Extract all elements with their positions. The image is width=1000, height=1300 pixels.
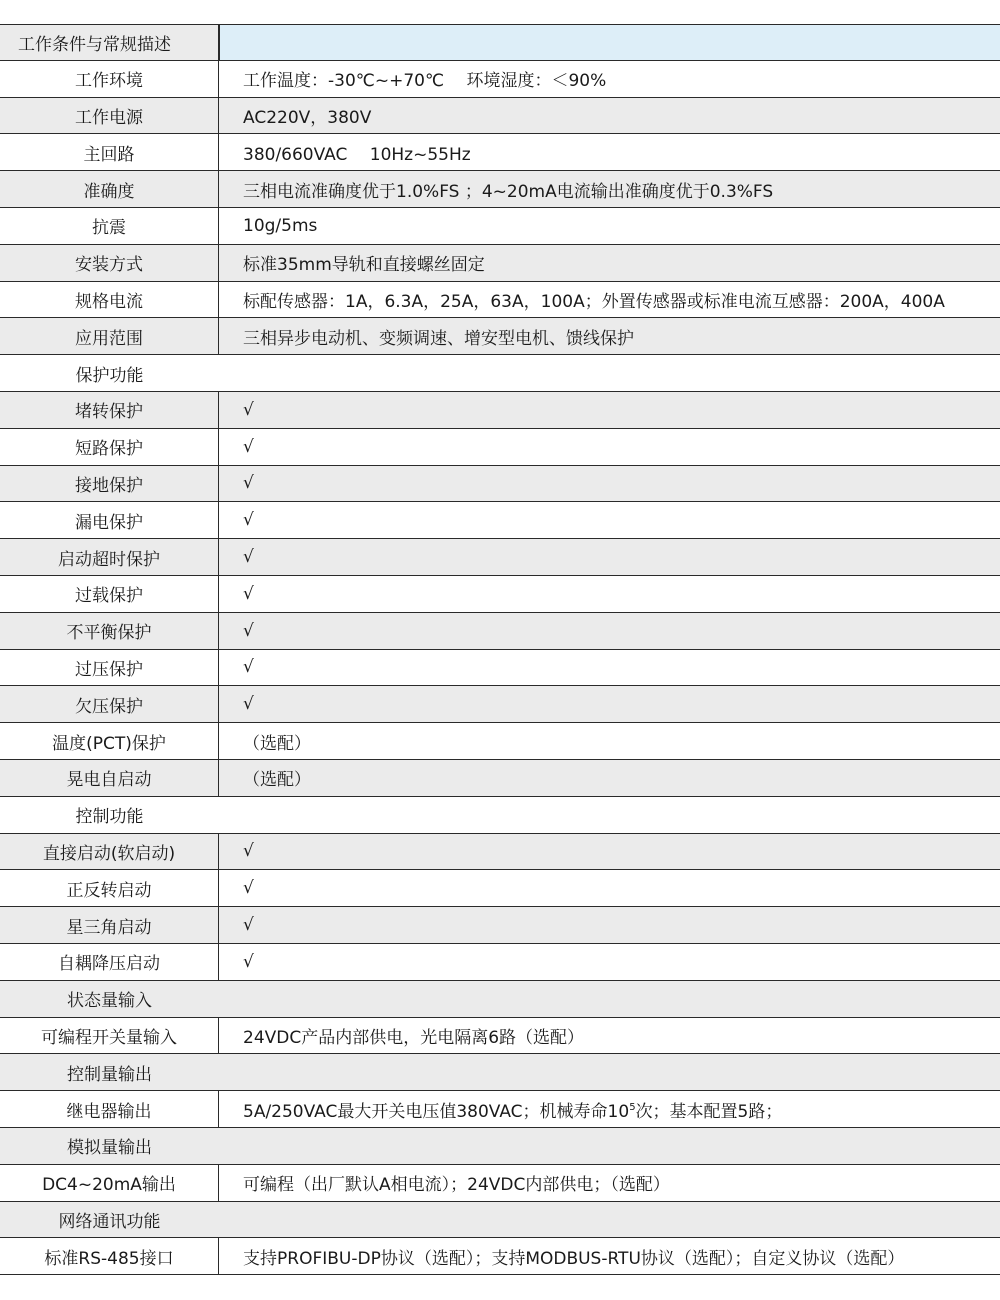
table-row [0,282,1000,319]
table-row [0,98,1000,135]
table-row [0,613,1000,650]
table-row [0,870,1000,907]
row-value: √ [243,620,254,641]
row-label: 主回路 [0,134,219,170]
row-value [219,981,1000,1017]
section-title: 模拟量输出 [67,1138,152,1159]
header-title: 工作条件与常规描述 [0,25,219,60]
row-value [219,355,1000,391]
table-row [0,723,1000,760]
header-value [219,25,1000,60]
row-value: 工作温度：-30℃~+70℃ 环境湿度：＜90% [243,71,607,92]
row-value [219,1091,1000,1127]
section-title: 控制功能 [75,807,144,828]
table-body [0,61,1000,1275]
table-row [0,1018,1000,1055]
table-row [0,208,1000,245]
row-value: √ [243,510,254,531]
row-value: 标准35mm导轨和直接螺丝固定 [243,255,485,276]
row-value: 三相异步电动机、变频调速、增安型电机、馈线保护 [243,328,634,349]
section-title: 网络通讯功能 [58,1211,161,1232]
table-row [0,760,1000,797]
table-row [0,318,1000,355]
row-label: 过载保护 [0,576,219,612]
table-row [0,1238,1000,1275]
table-row [0,907,1000,944]
row-value: √ [243,657,254,678]
row-value: （选配） [243,770,311,791]
row-value [219,797,1000,833]
row-label: 欠压保护 [0,686,219,722]
table-row [0,429,1000,466]
table-row [0,61,1000,98]
table-row [0,576,1000,613]
row-label: 启动超时保护 [0,539,219,575]
row-value: √ [243,473,254,494]
row-value: 支持PROFIBU-DP协议（选配）；支持MODBUS-RTU协议（选配）；自定义协议（选配） [243,1248,905,1269]
row-label: 工作环境 [0,61,219,97]
row-label: 正反转启动 [0,870,219,906]
row-label: 晃电自启动 [0,760,219,796]
row-label: 温度(PCT)保护 [0,723,219,759]
row-value-tail: 次；基本配置5路； [635,1101,783,1122]
table-row [0,1165,1000,1202]
section-row [0,1202,1000,1239]
row-value [219,1202,1000,1238]
row-label: 直接启动(软启动) [0,834,219,870]
table-row [0,539,1000,576]
section-row [0,797,1000,834]
table-row [0,686,1000,723]
row-label: DC4~20mA输出 [0,1165,219,1201]
table-row [0,245,1000,282]
table-row [0,466,1000,503]
row-label: 过压保护 [0,650,219,686]
row-label: 工作电源 [0,98,219,134]
row-value: √ [243,841,254,862]
row-label: 自耦降压启动 [0,944,219,980]
table-row [0,502,1000,539]
row-value: 24VDC产品内部供电，光电隔离6路（选配） [243,1027,585,1048]
section-title: 状态量输入 [67,991,152,1012]
row-value: √ [243,547,254,568]
row-label: 星三角启动 [0,907,219,943]
row-label: 安装方式 [0,245,219,281]
row-label: 继电器输出 [0,1091,219,1127]
table-row [0,392,1000,429]
row-value: √ [243,915,254,936]
section-row [0,355,1000,392]
row-label: 准确度 [0,171,219,207]
row-label: 规格电流 [0,282,219,318]
row-value: √ [243,436,254,457]
row-value: √ [243,878,254,899]
row-value: √ [243,694,254,715]
row-value [219,1128,1000,1164]
row-label: 应用范围 [0,318,219,354]
row-value-text: 5A/250VAC最大开关电压值380VAC；机械寿命10 [243,1101,630,1122]
section-row [0,981,1000,1018]
table-row [0,134,1000,171]
section-row [0,1054,1000,1091]
row-value [219,1054,1000,1090]
table-header-row [0,24,1000,61]
row-value: 三相电流准确度优于1.0%FS ；4~20mA电流输出准确度优于0.3%FS [243,181,774,202]
row-value: AC220V，380V [243,107,372,128]
exponent: 5 [629,1101,636,1113]
section-row [0,1128,1000,1165]
row-label: 抗震 [0,208,219,244]
spec-table [0,24,1000,1275]
row-value: √ [243,583,254,604]
row-label: 堵转保护 [0,392,219,428]
row-label: 漏电保护 [0,502,219,538]
row-value: 10g/5ms [243,215,318,236]
section-title: 保护功能 [75,365,144,386]
table-row [0,171,1000,208]
row-value: 标配传感器：1A，6.3A，25A，63A，100A；外置传感器或标准电流互感器：200A，400A [243,291,945,312]
row-value: 380/660VAC 10Hz~55Hz [243,144,471,165]
row-label: 短路保护 [0,429,219,465]
table-row [0,650,1000,687]
table-row [0,944,1000,981]
row-value: （选配） [243,733,311,754]
section-title: 控制量输出 [67,1064,152,1085]
row-value: 可编程（出厂默认A相电流）；24VDC内部供电；（选配） [243,1175,670,1196]
row-value: √ [243,951,254,972]
row-value: √ [243,399,254,420]
table-row [0,1091,1000,1128]
row-label: 不平衡保护 [0,613,219,649]
row-label: 可编程开关量输入 [0,1018,219,1054]
row-label: 标准RS-485接口 [0,1238,219,1274]
row-label: 接地保护 [0,466,219,502]
table-row [0,834,1000,871]
